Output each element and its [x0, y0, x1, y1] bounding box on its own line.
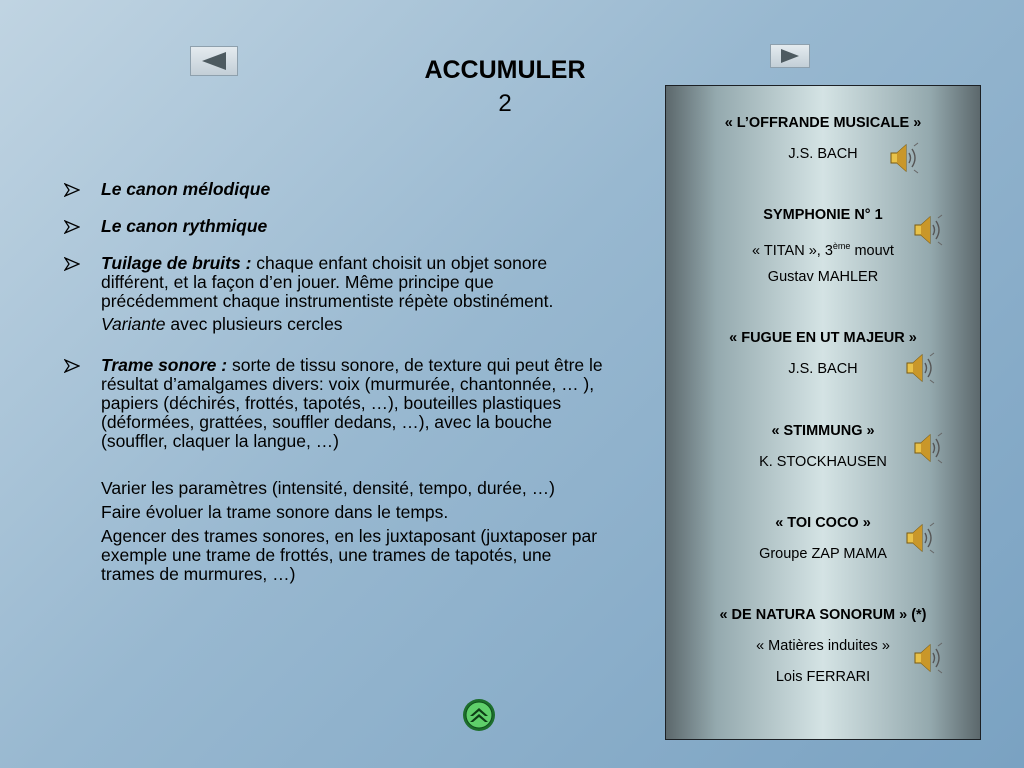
work-composer: Groupe ZAP MAMA	[759, 546, 887, 562]
arrow-bullet-icon	[64, 220, 80, 234]
work-composer: K. STOCKHAUSEN	[759, 454, 887, 470]
home-button[interactable]	[462, 698, 496, 732]
previous-slide-button[interactable]	[190, 46, 238, 76]
work-composer: J.S. BACH	[788, 361, 858, 377]
arrow-bullet-icon	[64, 359, 80, 373]
variant-label: Variante	[101, 314, 166, 334]
main-content	[64, 180, 604, 586]
bullet-canon-melodique	[64, 180, 604, 199]
bullet-text: chaque enfant choisit un objet sonore différent, et la façon d’en jouer. Même principe que précédemment chaque instrumentiste répète obstinément.	[101, 253, 554, 311]
work-composer: J.S. BACH	[788, 146, 858, 162]
work-title: « TOI COCO »	[775, 515, 871, 531]
speaker-icon[interactable]	[904, 352, 936, 384]
work-subtitle: « Matières induites »	[756, 638, 890, 654]
page-subtitle: 2	[498, 90, 512, 117]
paragraph-faire-evoluer: Faire évoluer la trame sonore dans le temps.	[101, 502, 449, 522]
speaker-icon[interactable]	[904, 522, 936, 554]
bullet-heading: Tuilage de bruits :	[101, 253, 252, 273]
work-title: « L’OFFRANDE MUSICALE »	[724, 115, 922, 131]
work-composer: Gustav MAHLER	[767, 269, 879, 285]
work-title: SYMPHONIE N° 1	[763, 207, 883, 223]
next-slide-button[interactable]	[770, 44, 810, 68]
bullet-text: Le canon rythmique	[101, 216, 268, 236]
work-subtitle: « TITAN », 3ème mouvt	[752, 241, 894, 259]
work-title: « FUGUE EN UT MAJEUR »	[729, 330, 917, 346]
page-title: ACCUMULER	[424, 56, 586, 84]
bullet-tuilage	[64, 254, 604, 311]
speaker-icon[interactable]	[888, 142, 920, 174]
speaker-icon[interactable]	[912, 214, 944, 246]
arrow-bullet-icon	[64, 183, 80, 197]
work-title: « DE NATURA SONORUM » (*)	[719, 607, 927, 623]
work-composer: Lois FERRARI	[775, 669, 871, 685]
variant-text: avec plusieurs cercles	[165, 314, 343, 334]
bullet-canon-rythmique	[64, 217, 604, 236]
variant-line	[64, 315, 604, 334]
bullet-heading: Trame sonore :	[101, 355, 228, 375]
bullet-trame-sonore	[64, 356, 604, 451]
arrow-bullet-icon	[64, 257, 80, 271]
audio-examples-panel	[665, 85, 981, 740]
paragraph-agencer: Agencer des trames sonores, en les juxtaposant (juxtaposer par exemple une trame de frottés, une trames de tapotés, une trames de murmures, …)	[101, 526, 598, 584]
speaker-icon[interactable]	[912, 642, 944, 674]
bullet-text: sorte de tissu sonore, de texture qui peut être le résultat d’amalgames divers: voix (murmurée, chantonnée, … ), papiers (déchirés, frottés, tapotés, …), bouteilles plastiques (déformées, grattées, souffler dedans, …), avec la bouche (souffler, claquer la langue, …)	[101, 355, 603, 451]
triangle-right-icon	[779, 48, 801, 64]
speaker-icon[interactable]	[912, 432, 944, 464]
bullet-text: Le canon mélodique	[101, 179, 271, 199]
triangle-left-icon	[200, 51, 228, 71]
work-title: « STIMMUNG »	[771, 423, 875, 439]
paragraph-varier: Varier les paramètres (intensité, densité, tempo, durée, …)	[101, 478, 555, 498]
